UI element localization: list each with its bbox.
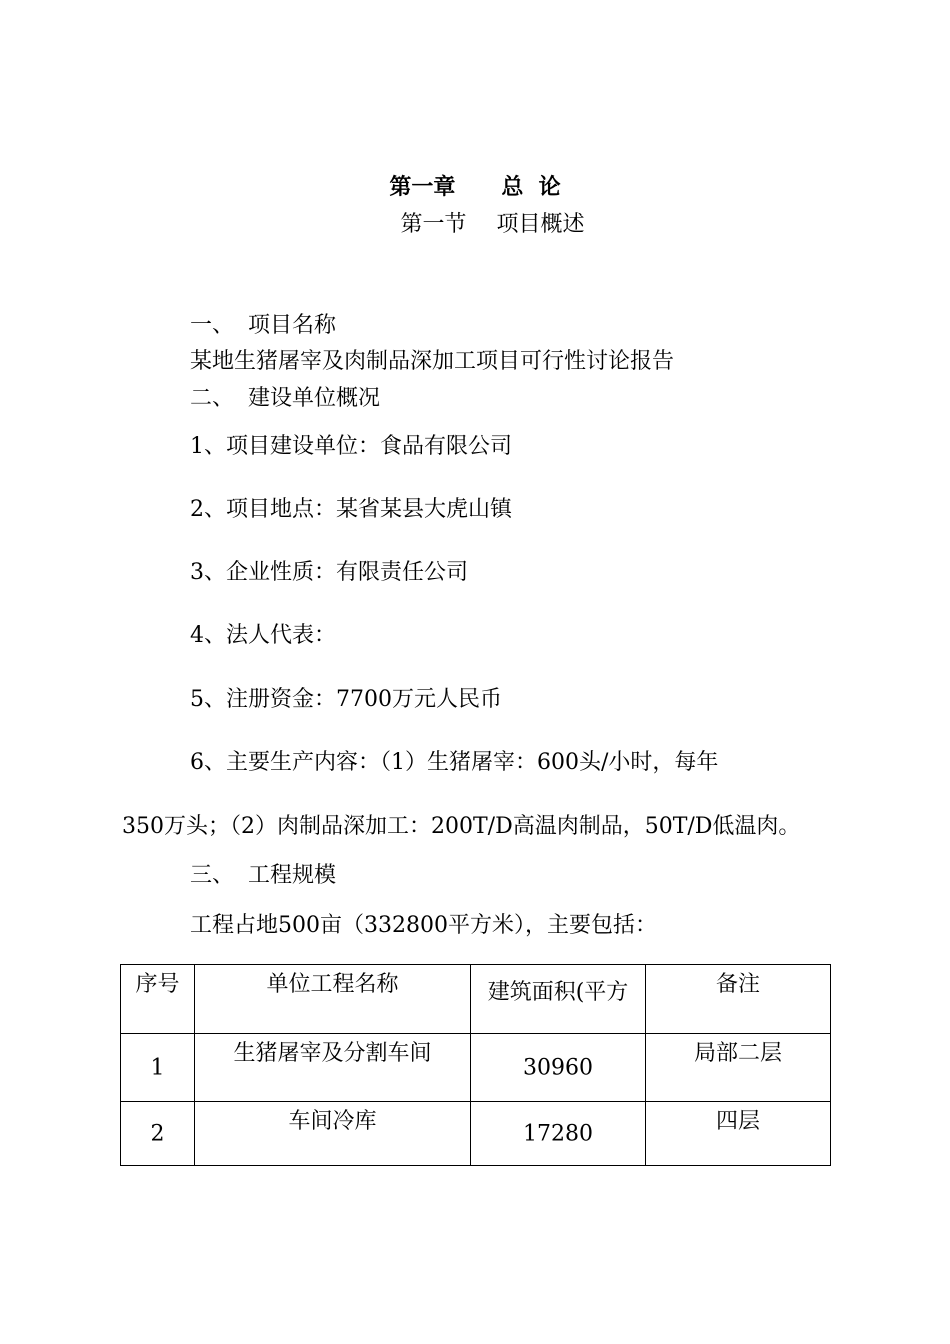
- part2-heading: [190, 385, 380, 413]
- part3-number: 三、: [190, 863, 235, 888]
- part1-heading: [190, 312, 336, 340]
- row-name: 生猪屠宰及分割车间: [233, 1041, 432, 1066]
- row-area: 17280: [523, 1121, 593, 1146]
- table-cell: [121, 1034, 195, 1102]
- table-row: [121, 1102, 831, 1166]
- part1-title: 项目名称: [248, 313, 337, 338]
- part3-title: 工程规模: [248, 863, 337, 888]
- section-number: 第一节: [400, 212, 467, 237]
- header-area: 建筑面积(平方: [487, 980, 629, 1005]
- table-header-row: [121, 965, 831, 1034]
- header-remark: 备注: [715, 972, 760, 997]
- info-item-location: 2、项目地点：某省某县大虎山镇: [190, 497, 512, 522]
- row-seq: 1: [150, 1055, 165, 1080]
- header-cell: [646, 965, 831, 1034]
- header-seq: 序号: [135, 972, 180, 997]
- table-cell: [471, 1102, 646, 1166]
- info-item-nature: 3、企业性质：有限责任公司: [190, 560, 468, 585]
- header-cell: [471, 965, 646, 1034]
- info-item-production-line2: 350万头；（2）肉制品深加工：200T/D高温肉制品，50T/D低温肉。: [122, 814, 801, 839]
- table-cell: [646, 1034, 831, 1102]
- row-area: 30960: [523, 1055, 593, 1080]
- scale-intro: 工程占地500亩（332800平方米），主要包括：: [190, 913, 657, 938]
- header-name: 单位工程名称: [266, 972, 399, 997]
- info-item-unit: 1、项目建设单位：食品有限公司: [190, 434, 512, 459]
- row-name: 车间冷库: [288, 1109, 377, 1134]
- part1-number: 一、: [190, 313, 235, 338]
- info-item-legal-rep: 4、法人代表：: [190, 623, 336, 648]
- info-item-production-line1: 6、主要生产内容：（1）生猪屠宰：600头/小时，每年: [190, 750, 719, 775]
- project-name: 某地生猪屠宰及肉制品深加工项目可行性讨论报告: [190, 349, 675, 374]
- table-cell: [121, 1102, 195, 1166]
- table-row: [121, 1034, 831, 1102]
- chapter-title: [0, 173, 950, 201]
- part2-number: 二、: [190, 386, 235, 411]
- row-seq: 2: [150, 1121, 165, 1146]
- row-remark: 四层: [715, 1109, 760, 1134]
- section-title: [0, 211, 950, 239]
- row-remark: 局部二层: [693, 1041, 782, 1066]
- table-cell: [195, 1102, 471, 1166]
- chapter-name: 总 论: [501, 174, 561, 200]
- part3-heading: [190, 862, 336, 890]
- header-cell: [121, 965, 195, 1034]
- header-cell: [195, 965, 471, 1034]
- table-cell: [646, 1102, 831, 1166]
- part2-title: 建设单位概况: [248, 386, 381, 411]
- table-cell: [195, 1034, 471, 1102]
- chapter-number: 第一章: [389, 174, 456, 200]
- info-item-capital: 5、注册资金：7700万元人民币: [190, 687, 502, 712]
- table-cell: [471, 1034, 646, 1102]
- section-name: 项目概述: [496, 212, 585, 237]
- project-table: [120, 964, 831, 1166]
